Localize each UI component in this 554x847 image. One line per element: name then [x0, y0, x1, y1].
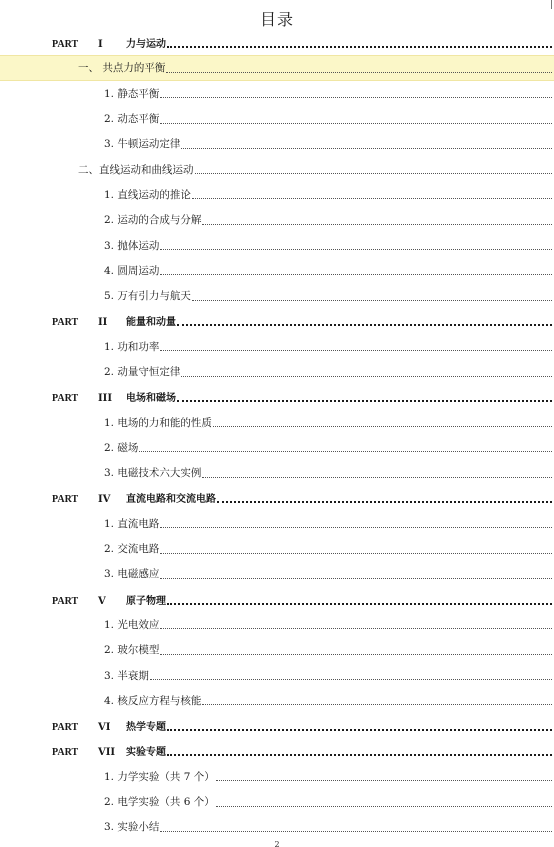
toc-subsection-entry[interactable] — [0, 131, 554, 156]
toc-entry-label: 2. 交流电路 — [104, 543, 160, 556]
toc-entry-label: 4. 核反应方程与核能 — [104, 694, 202, 707]
part-title: 直流电路和交流电路 — [126, 494, 216, 506]
dot-leader — [192, 300, 552, 301]
part-title: 热学专题 — [126, 722, 166, 734]
part-label: PART — [52, 39, 79, 51]
toc-entry-label: 3. 实验小结 — [104, 821, 160, 834]
toc-entry-label: 2. 玻尔模型 — [104, 644, 160, 657]
dot-leader — [160, 553, 552, 554]
part-title: 电场和磁场 — [126, 393, 176, 405]
toc-part-heading — [52, 743, 166, 758]
dot-leader — [160, 274, 552, 275]
dot-leader — [139, 451, 552, 452]
toc-entry-label: 1. 静态平衡 — [104, 87, 160, 100]
dot-leader — [167, 729, 552, 731]
toc-subsection-entry[interactable] — [0, 789, 554, 814]
dot-leader — [177, 400, 552, 402]
part-number: II — [98, 317, 108, 329]
toc-subsection-entry[interactable] — [0, 688, 554, 713]
dot-leader — [160, 831, 552, 832]
toc-entry-label: 1. 直流电路 — [104, 517, 160, 530]
toc-entry-label: 2. 动态平衡 — [104, 113, 160, 126]
toc-entry-label: 1. 力学实验（共 7 个） — [104, 770, 215, 783]
dot-leader — [167, 46, 552, 48]
part-number: I — [98, 39, 103, 51]
dot-leader — [181, 376, 552, 377]
dot-leader — [166, 72, 552, 73]
toc-entry-label: 4. 圆周运动 — [104, 264, 160, 277]
toc-entry-label: 二、直线运动和曲线运动 — [78, 163, 194, 176]
toc-part-entry[interactable] — [0, 308, 554, 333]
toc-part-heading — [52, 592, 166, 607]
dot-leader — [177, 324, 552, 326]
dot-leader — [216, 780, 552, 781]
dot-leader — [216, 806, 552, 807]
part-label: PART — [52, 317, 79, 329]
toc-subsection-entry[interactable] — [0, 536, 554, 561]
dot-leader — [202, 224, 552, 225]
part-number: VII — [98, 747, 116, 759]
part-label: PART — [52, 747, 79, 759]
toc-part-entry[interactable] — [0, 713, 554, 738]
part-title: 原子物理 — [126, 595, 166, 607]
dot-leader — [202, 477, 552, 478]
toc-entry-label: 3. 抛体运动 — [104, 239, 160, 252]
dot-leader — [167, 603, 552, 605]
toc-subsection-entry[interactable] — [0, 207, 554, 232]
dot-leader — [160, 123, 552, 124]
toc-entry-label: 1. 光电效应 — [104, 618, 160, 631]
toc-entry-label: 2. 运动的合成与分解 — [104, 214, 202, 227]
dot-leader — [160, 578, 552, 579]
page-number: 2 — [274, 840, 280, 847]
toc-subsection-entry[interactable] — [0, 106, 554, 131]
table-of-contents — [0, 30, 554, 840]
toc-entry-label: 1. 功和功率 — [104, 340, 160, 353]
toc-part-entry[interactable] — [0, 485, 554, 510]
toc-entry-label: 2. 磁场 — [104, 441, 139, 454]
toc-subsection-entry[interactable] — [0, 435, 554, 460]
toc-subsection-entry[interactable] — [0, 511, 554, 536]
toc-entry-label: 3. 半衰期 — [104, 669, 149, 682]
toc-entry-label: 2. 动量守恒定律 — [104, 366, 181, 378]
toc-part-heading — [52, 35, 166, 50]
toc-part-heading — [52, 718, 166, 733]
dot-leader — [160, 97, 552, 98]
toc-subsection-entry[interactable] — [0, 612, 554, 637]
toc-subsection-entry[interactable] — [0, 561, 554, 586]
toc-subsection-entry[interactable] — [0, 460, 554, 485]
dot-leader — [213, 426, 552, 427]
toc-part-entry[interactable] — [0, 587, 554, 612]
part-title: 力与运动 — [126, 39, 166, 51]
toc-part-heading — [52, 389, 176, 404]
toc-part-entry[interactable] — [0, 738, 554, 763]
dot-leader — [160, 628, 552, 629]
dot-leader — [160, 350, 552, 351]
toc-part-entry[interactable] — [0, 30, 554, 55]
toc-subsection-entry[interactable] — [0, 283, 554, 308]
toc-part-entry[interactable] — [0, 384, 554, 409]
toc-part-heading — [52, 490, 216, 505]
dot-leader — [150, 679, 552, 680]
toc-entry-label: 5. 万有引力与航天 — [104, 290, 191, 303]
document-title: 目录 — [259, 10, 294, 29]
part-label: PART — [52, 722, 79, 734]
dot-leader — [195, 173, 553, 174]
toc-subsection-entry[interactable] — [0, 232, 554, 257]
toc-subsection-entry[interactable] — [0, 334, 554, 359]
part-title: 实验专题 — [126, 747, 166, 759]
part-title: 能量和动量 — [126, 317, 176, 329]
toc-subsection-entry[interactable] — [0, 258, 554, 283]
toc-subsection-entry[interactable] — [0, 409, 554, 434]
part-number: VI — [98, 722, 111, 734]
toc-part-heading — [52, 313, 176, 328]
toc-section-entry[interactable] — [0, 55, 554, 80]
toc-subsection-entry[interactable] — [0, 662, 554, 687]
dot-leader — [160, 654, 552, 655]
part-label: PART — [52, 393, 79, 405]
toc-entry-label: 2. 电学实验（共 6 个） — [104, 796, 215, 809]
dot-leader — [181, 148, 552, 149]
toc-entry-label: 1. 直线运动的推论 — [104, 188, 191, 201]
toc-subsection-entry[interactable] — [0, 359, 554, 384]
dot-leader — [167, 754, 552, 756]
toc-entry-label: 一、 共点力的平衡 — [78, 62, 166, 75]
toc-subsection-entry[interactable] — [0, 764, 554, 789]
toc-subsection-entry[interactable] — [0, 81, 554, 106]
dot-leader — [160, 527, 552, 528]
toc-entry-label: 3. 牛顿运动定律 — [104, 138, 181, 151]
toc-section-entry[interactable] — [0, 156, 554, 181]
toc-entry-label: 1. 电场的力和能的性质 — [104, 416, 212, 429]
toc-subsection-entry[interactable] — [0, 182, 554, 207]
part-number: IV — [98, 494, 111, 506]
dot-leader — [160, 249, 552, 250]
toc-entry-label: 3. 电磁感应 — [104, 568, 160, 581]
part-label: PART — [52, 595, 79, 607]
toc-entry-label: 3. 电磁技术六大实例 — [104, 467, 202, 480]
part-number: III — [98, 393, 113, 405]
dot-leader — [217, 501, 552, 503]
part-number: V — [98, 595, 106, 607]
dot-leader — [202, 704, 552, 705]
toc-subsection-entry[interactable] — [0, 814, 554, 839]
toc-subsection-entry[interactable] — [0, 637, 554, 662]
part-label: PART — [52, 494, 79, 506]
dot-leader — [192, 198, 552, 199]
